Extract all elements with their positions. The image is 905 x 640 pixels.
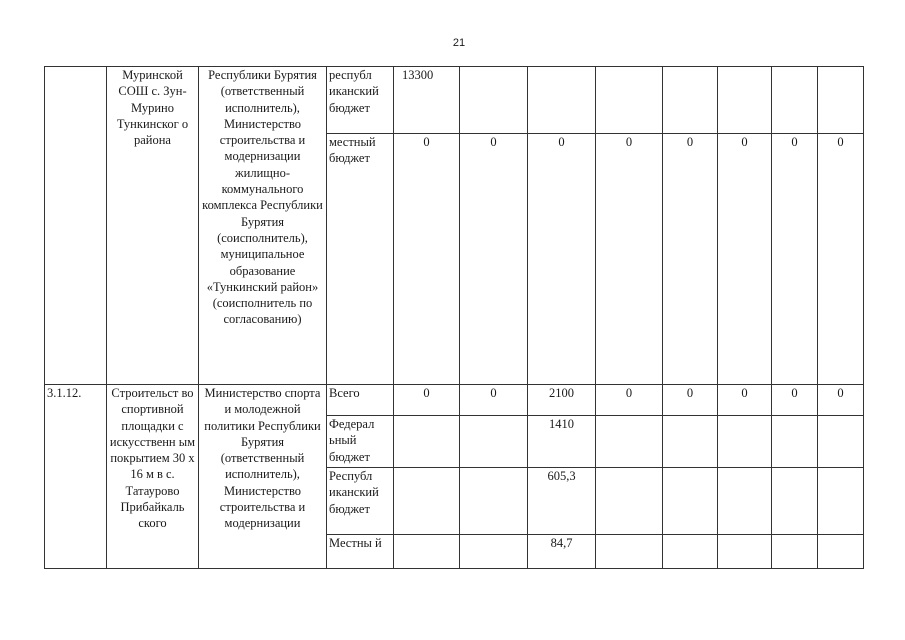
row-code-cell: 3.1.12. [45, 385, 107, 569]
funding-source-cell: Всего [327, 385, 394, 416]
table-row [45, 67, 864, 134]
page-number: 21 [452, 37, 466, 49]
value-cell [528, 67, 596, 134]
event-name-cell: Муринской СОШ с. Зун-Мурино Тункинског о района [107, 67, 199, 385]
value-cell: 0 [772, 134, 818, 385]
value-cell [394, 416, 460, 468]
value-cell: 605,3 [528, 468, 596, 535]
value-cell: 2100 [528, 385, 596, 416]
value-cell [596, 67, 663, 134]
value-cell: 0 [663, 385, 718, 416]
value-cell [818, 416, 864, 468]
value-cell [718, 67, 772, 134]
value-cell [596, 468, 663, 535]
row-code-cell [45, 67, 107, 385]
value-cell [596, 416, 663, 468]
value-cell: 1410 [528, 416, 596, 468]
funding-source-cell: республ иканский бюджет [327, 67, 394, 134]
event-name-cell: Строительст во спортивной площадки с искусственн ым покрытием 30 х 16 м в с. Татаурово Прибайкаль ского [107, 385, 199, 569]
funding-source-cell: Местны й [327, 535, 394, 569]
value-cell: 0 [394, 385, 460, 416]
value-cell: 0 [528, 134, 596, 385]
executor-cell: Республики Бурятия (ответственный исполнитель), Министерство строительства и модернизации жилищно-коммунального комплекса Республики Бурятия (соисполнитель), муниципальное образование «Тункинский район» (соисполнитель по согласованию) [199, 67, 327, 385]
value-cell [772, 67, 818, 134]
executor-cell: Министерство спорта и молодежной политики Республики Бурятия (ответственный исполнитель), Министерство строительства и модернизации [199, 385, 327, 569]
value-cell: 0 [818, 134, 864, 385]
value-cell [460, 535, 528, 569]
funding-source-cell: местный бюджет [327, 134, 394, 385]
value-cell: 0 [596, 134, 663, 385]
value-cell: 0 [772, 385, 818, 416]
funding-source-cell: Республ иканский бюджет [327, 468, 394, 535]
value-cell: 0 [460, 134, 528, 385]
value-cell: 0 [596, 385, 663, 416]
value-cell [460, 67, 528, 134]
value-cell: 0 [718, 385, 772, 416]
value-cell [596, 535, 663, 569]
value-cell [772, 535, 818, 569]
budget-table [44, 66, 864, 569]
value-cell [394, 535, 460, 569]
table-row [45, 385, 864, 416]
value-cell [663, 468, 718, 535]
value-cell [818, 535, 864, 569]
value-cell: 0 [394, 134, 460, 385]
value-cell [718, 535, 772, 569]
value-cell: 0 [460, 385, 528, 416]
value-cell [663, 416, 718, 468]
value-cell [772, 416, 818, 468]
value-cell [818, 67, 864, 134]
value-cell: 0 [818, 385, 864, 416]
value-cell [663, 535, 718, 569]
value-cell [394, 468, 460, 535]
value-cell [818, 468, 864, 535]
value-cell [772, 468, 818, 535]
value-cell [460, 468, 528, 535]
value-cell: 13300 [394, 67, 460, 134]
value-cell: 0 [663, 134, 718, 385]
value-cell [718, 468, 772, 535]
value-cell [663, 67, 718, 134]
value-cell [718, 416, 772, 468]
value-cell: 84,7 [528, 535, 596, 569]
value-cell [460, 416, 528, 468]
value-cell: 0 [718, 134, 772, 385]
funding-source-cell: Федерал ьный бюджет [327, 416, 394, 468]
